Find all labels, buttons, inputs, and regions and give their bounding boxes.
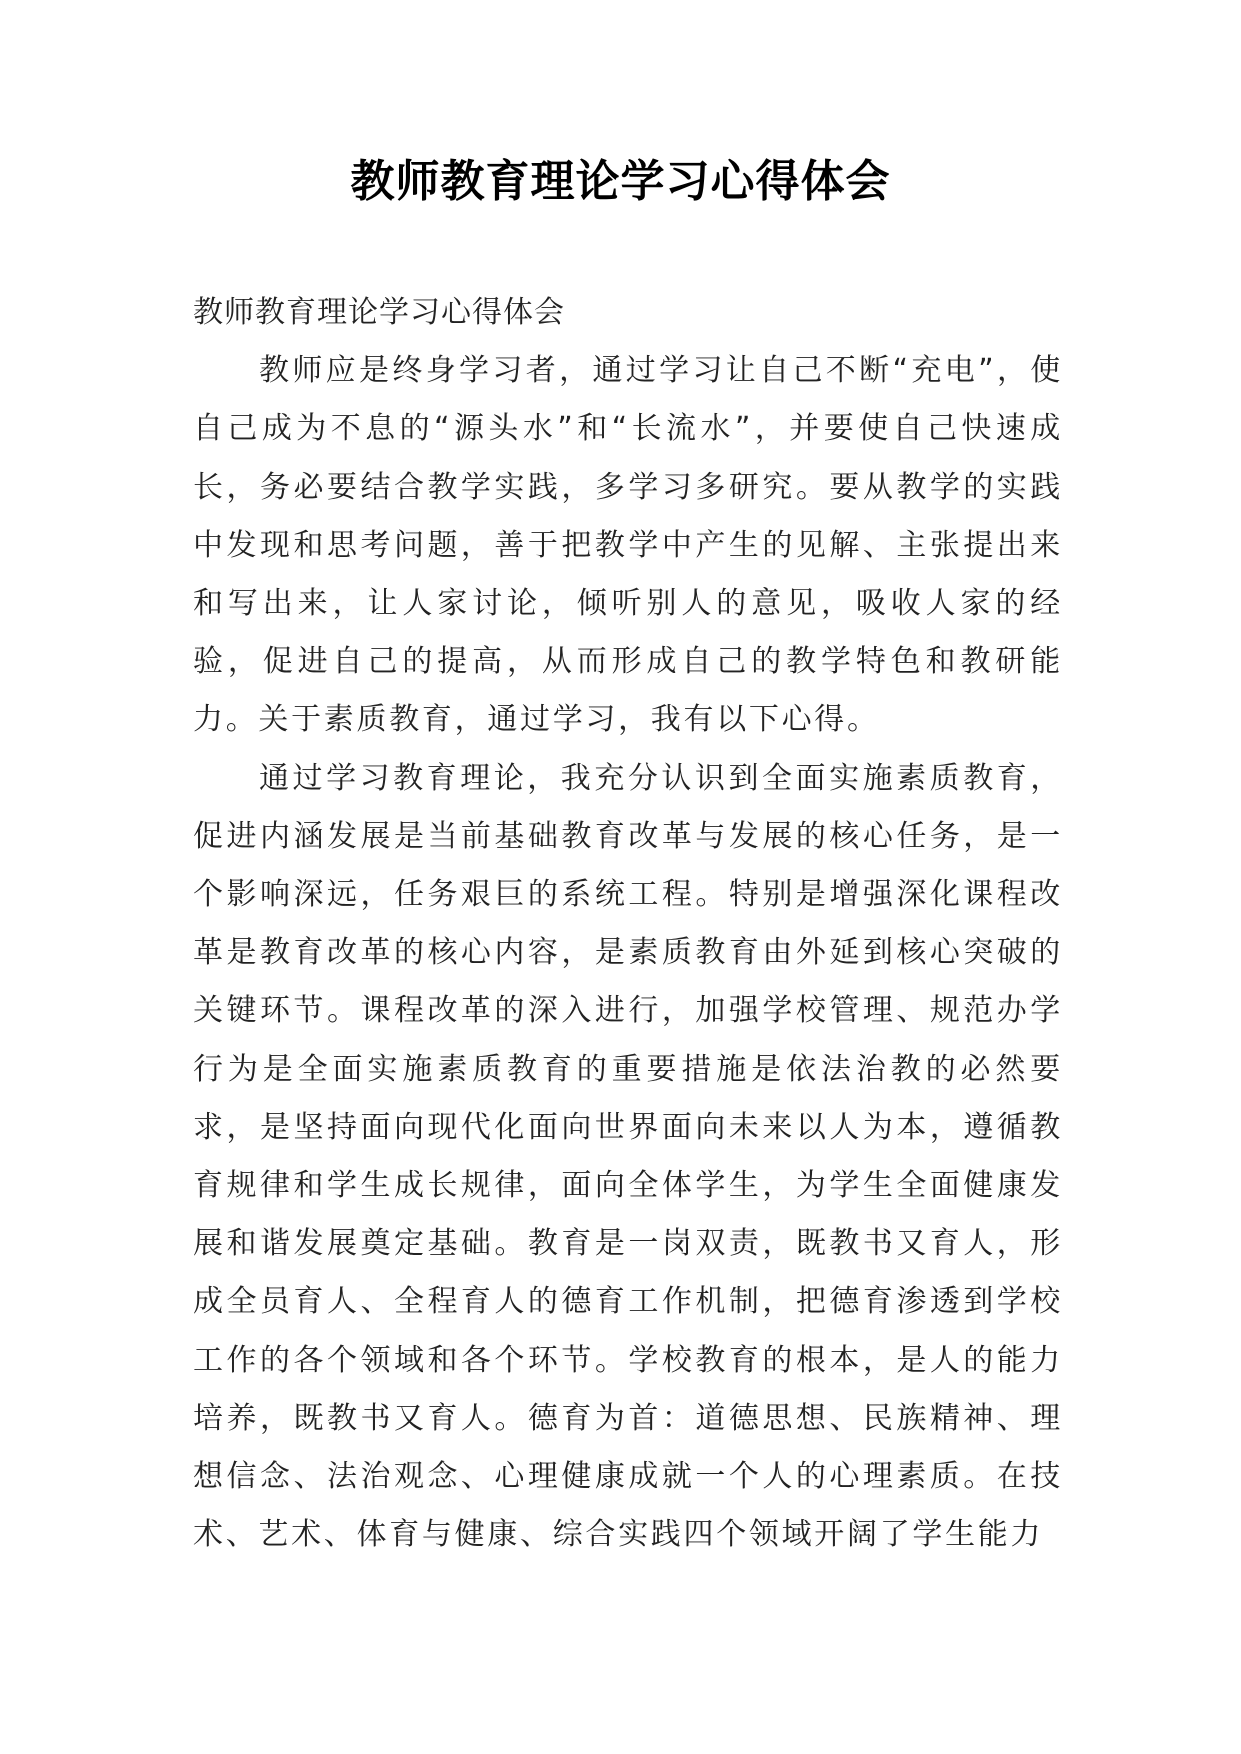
paragraph-2: 通过学习教育理论，我充分认识到全面实施素质教育，促进内涵发展是当前基础教育改革与发展的核心任务，是一个影响深远，任务艰巨的系统工程。特别是增强深化课程改革是教育改革的核心内容，是素质教育由外延到核心突破的关键环节。课程改革的深入进行，加强学校管理、规范办学行为是全面实施素质教育的重要措施是依法治教的必然要求，是坚持面向现代化面向世界面向未来以人为本，遵循教育规律和学生成长规律，面向全体学生，为学生全面健康发展和谐发展奠定基础。教育是一岗双责，既教书又育人，形成全员育人、全程育人的德育工作机制，把德育渗透到学校工作的各个领域和各个环节。学校教育的根本，是人的能力培养，既教书又育人。德育为首：道德思想、民族精神、理想信念、法治观念、心理健康成就一个人的心理素质。在技术、艺术、体育与健康、综合实践四个领域开阔了学生能力 [193, 760, 1063, 1553]
document-title: 教师教育理论学习心得体会 [350, 156, 891, 207]
paragraph-1: 教师应是终身学习者，通过学习让自己不断“充电”，使自己成为不息的“源头水”和“长流水”，并要使自己快速成长，务必要结合教学实践，多学习多研究。要从教学的实践中发现和思考问题，善于把教学中产生的见解、主张提出来和写出来，让人家讨论，倾听别人的意见，吸收人家的经验，促进自己的提高，从而形成自己的教学特色和教研能力。关于素质教育，通过学习，我有以下心得。 [193, 353, 1063, 738]
document-body [193, 284, 1063, 1564]
document-subtitle: 教师教育理论学习心得体会 [193, 295, 565, 330]
